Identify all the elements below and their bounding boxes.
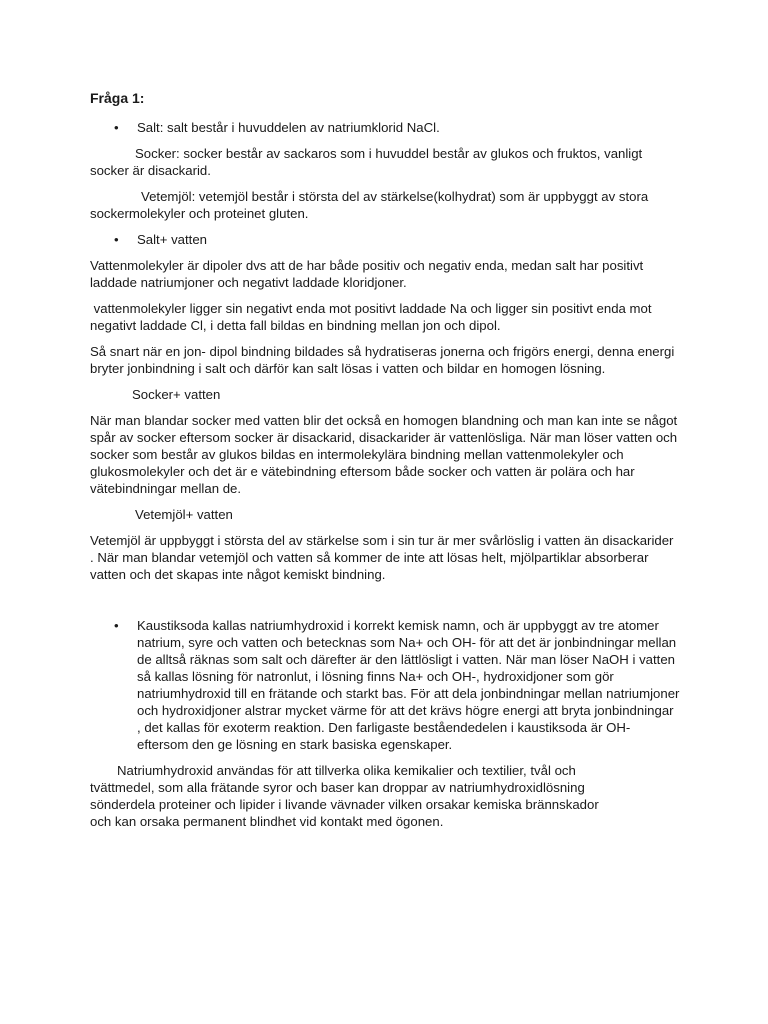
paragraph-natriumhydroxid: Natriumhydroxid användas för att tillverka olika kemikalier och textilier, tvål och tvättmedel, som alla frätande syror och baser kan droppar av natriumhydroxidlösning sönderdela proteiner och lipider i livande vävnader vilken orsakar kemiska brännskador och kan orsaka permanent blindhet vid kontakt med ögonen. — [90, 763, 599, 829]
subheading-socker-vatten: Socker+ vatten — [132, 387, 221, 402]
bullet-kaustiksoda-text: Kaustiksoda kallas natriumhydroxid i korrekt kemisk namn, och är uppbyggt av tre atomer natrium, syre och vatten och betecknas som Na+ och OH- för att det är jonbindningar mellan de alltså räknas som salt och därefter är den lättlösligt i vatten. När man löser NaOH i vatten så kallas lösning för natronlut, i lösning finns Na+ och OH-, hydroxidjoner som gör natriumhydroxid till en frätande och starkt bas. För att dela jonbindningar mellan natriumjoner och hydroxidjoner alstrar mycket värme för att det krävs högre energi att bryta jonbindningar , det kallas för exoterm reaktion. Den farligaste beståendedelen i kaustiksoda är OH- eftersom den ge lösning en stark basiska egenskaper. — [137, 618, 680, 752]
bullet-dot: • — [114, 232, 119, 247]
paragraph-ligger: vattenmolekyler ligger sin negativt enda mot positivt laddade Na och ligger sin positivt enda mot negativt laddade Cl, i detta fall bildas en bindning mellan jon och dipol. — [90, 301, 656, 333]
bullet-dot: • — [114, 618, 119, 633]
paragraph-dipoler: Vattenmolekyler är dipoler dvs att de har både positiv och negativ enda, medan salt har positivt laddade natriumjoner och negativt laddade kloridjoner. — [90, 258, 644, 290]
spacer — [90, 592, 680, 617]
paragraph-hydratiseras: Så snart när en jon- dipol bindning bildades så hydratiseras jonerna och frigörs energi, denna energi bryter jonbindning i salt och därför kan salt lösas i vatten och bildar en homogen lösning. — [90, 344, 675, 376]
bullet-salt-vatten — [90, 231, 680, 248]
paragraph-socker: Socker: socker består av sackaros som i huvuddel består av glukos och fruktos, vanligt socker är disackarid. — [90, 146, 643, 178]
question-heading: Fråga 1: — [90, 90, 145, 106]
paragraph-socker-vatten: När man blandar socker med vatten blir det också en homogen blandning och man kan inte se något spår av socker eftersom socker är disackarid, disackarider är vattenlösliga. När man löser vatten och socker som består av glukos bildas en intermolekylära bindning mellan vattenmolekyler och glukosmolekyler och det är e vätebindning eftersom både socker och vatten är polära och har vätebindningar mellan de. — [90, 413, 678, 496]
bullet-salt — [90, 119, 680, 136]
document-page — [90, 90, 680, 839]
bullet-salt-vatten-text: Salt+ vatten — [137, 232, 208, 247]
paragraph-vetemjol: Vetemjöl: vetemjöl består i största del av stärkelse(kolhydrat) som är uppbyggt av stora sockermolekyler och proteinet gluten. — [90, 189, 649, 221]
bullet-dot: • — [114, 120, 119, 135]
subheading-vetemjol-vatten: Vetemjöl+ vatten — [135, 507, 233, 522]
bullet-kaustiksoda — [90, 617, 680, 753]
paragraph-vetemjol-vatten: Vetemjöl är uppbyggt i största del av stärkelse som i sin tur är mer svårlöslig i vatten än disackarider . När man blandar vetemjöl och vatten så kommer de inte att lösas helt, mjölpartiklar absorberar vatten och det skapas inte något kemiskt bindning. — [90, 533, 674, 582]
bullet-salt-text: Salt: salt består i huvuddelen av natriumklorid NaCl. — [137, 120, 440, 135]
